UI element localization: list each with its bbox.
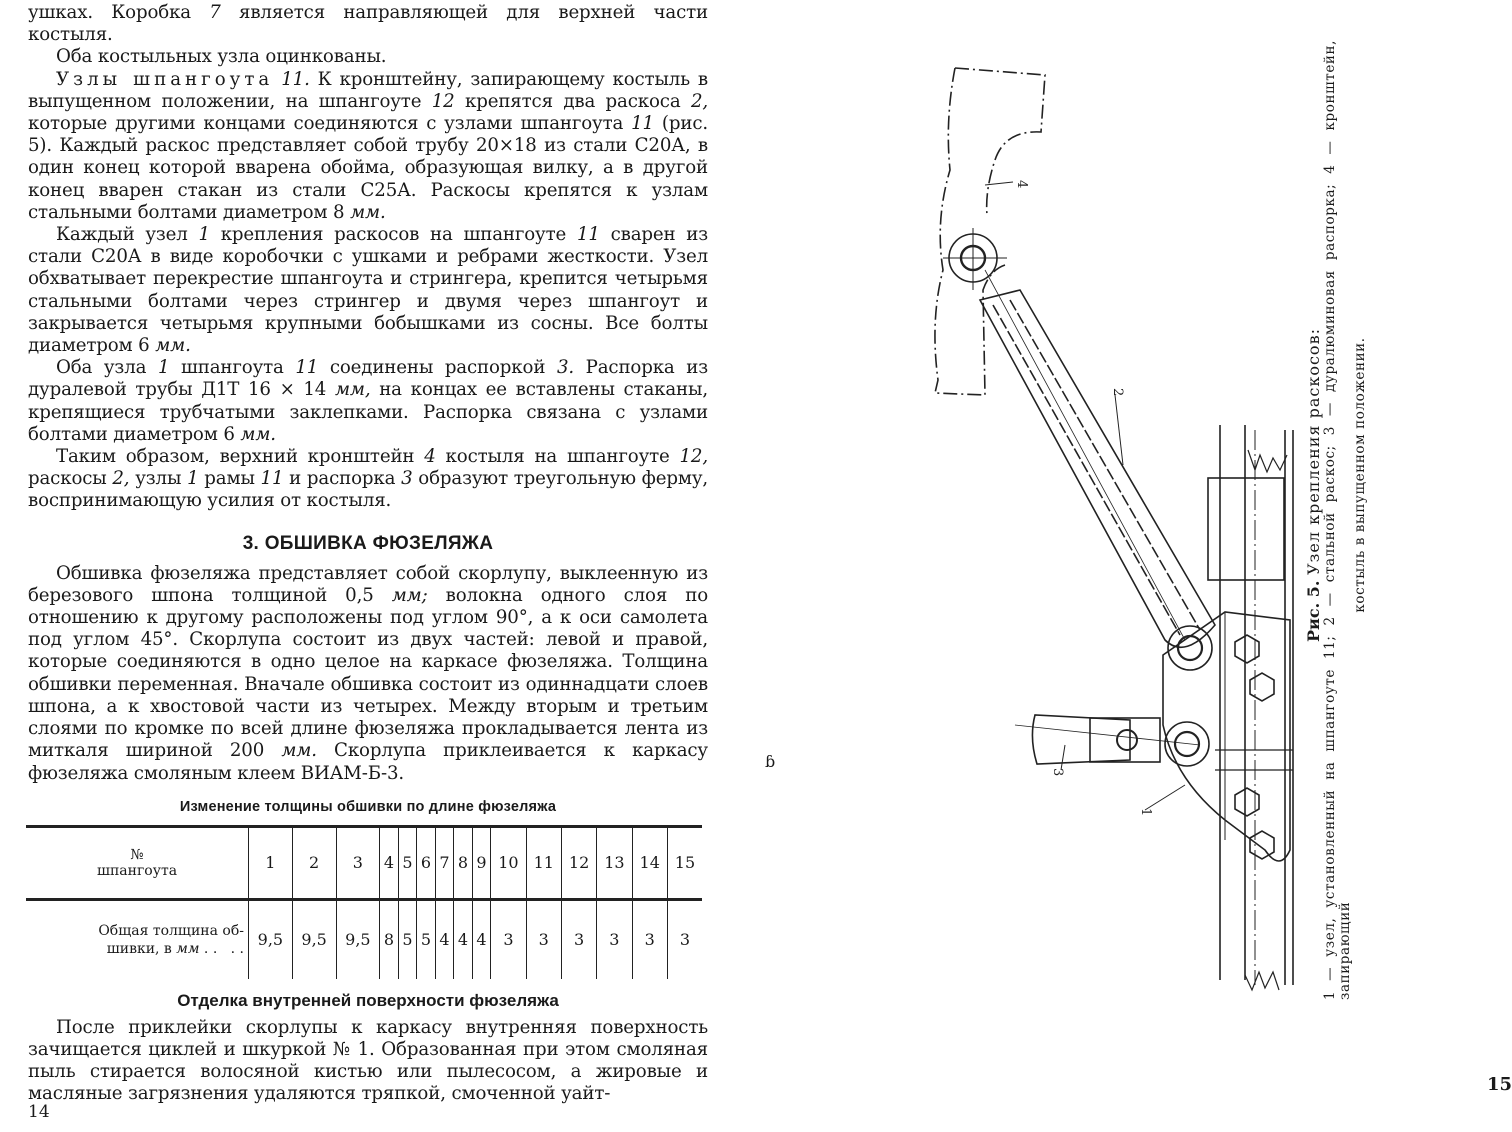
thickness-cell: 9,5 — [292, 899, 336, 979]
thickness-cell: 4 — [472, 899, 491, 979]
text-run: и распорка — [283, 468, 402, 490]
body-text-finish — [28, 1017, 708, 1106]
node-1-plate — [1163, 612, 1290, 861]
frame-number-cell: 14 — [632, 826, 667, 899]
leader-1 — [1145, 785, 1185, 810]
frame-number-cell: 15 — [667, 826, 702, 899]
thickness-cell: 4 — [435, 899, 454, 979]
row-label-prefix: шивки, в — [106, 940, 177, 957]
frame-number-cell: 2 — [292, 826, 336, 899]
bolt-4 — [1250, 831, 1274, 859]
paragraph — [28, 46, 708, 68]
italic-ref: 7 — [209, 2, 221, 23]
text-run: раскосы — [28, 468, 113, 490]
italic-ref: 1 — [187, 468, 199, 490]
text-run: крепления раскосов на шпангоуте — [209, 224, 577, 246]
frame-number-cell: 9 — [472, 826, 491, 899]
text-run: рамы — [198, 468, 261, 490]
frame-number-cell: 3 — [336, 826, 380, 899]
break-mark-top — [1248, 450, 1287, 472]
text-run: Каждый узел — [56, 224, 199, 246]
frame-number-cell: 10 — [491, 826, 526, 899]
italic-ref: 3 — [401, 468, 413, 490]
italic-ref: мм; — [391, 584, 428, 606]
text-run: ушках. Коробка — [28, 2, 210, 23]
text-run: волокна одного слоя по отношению к другому расположены под углом 90°, а к оси самолета под углом 45°. Скорлупа состоит из двух частей: левой и правой, которые соединяются в одно целое на каркасе фюзеляжа. Толщина обшивки переменная. Вначале обшивка состоит из одиннадцати слоев шпона, а к хвостовой части из четырех. Между вторым и третьим слоями по кромке по всей длине фюзеляжа прокладывается лента из миткаля шириной 200 — [28, 584, 708, 762]
label-1: 1 — [1138, 808, 1153, 817]
italic-ref: мм. — [350, 201, 386, 223]
frame-number-cell: 8 — [454, 826, 473, 899]
table-title: Изменение толщины обшивки по длине фюзеляжа — [179, 798, 557, 815]
table-data-row — [26, 899, 702, 979]
caption-title-text: Узел крепления раскосов: — [1304, 328, 1323, 575]
figure-caption — [1306, 40, 1366, 1000]
text-run: После приклейки скорлупы к каркасу внутренняя поверхность зачищается циклей и шкуркой № 1. Образованная при этом смоляная пыль стирается волосяной кистью или пылесосом, а жировые и масляные загрязнения удаляются тряпкой, смоченной уайт- — [28, 1016, 708, 1105]
frame-wavy-edge — [935, 68, 1005, 395]
text-run: костыля на шпангоуте — [435, 446, 680, 468]
thickness-cell: 9,5 — [336, 899, 380, 979]
italic-ref: 11. — [281, 68, 310, 90]
body-text-skin — [28, 563, 708, 785]
italic-ref: мм. — [155, 335, 191, 357]
thickness-cell: 3 — [597, 899, 632, 979]
text-run: Таким образом, верхний кронштейн — [56, 446, 425, 468]
paragraph — [28, 357, 708, 446]
row-label-unit: мм — [176, 940, 200, 957]
page-number-right: 15 — [1487, 1074, 1512, 1095]
italic-ref: мм. — [281, 740, 317, 762]
frame-number-cell: 1 — [249, 826, 293, 899]
frame-number-cell: 13 — [597, 826, 632, 899]
paragraph — [28, 563, 708, 785]
thickness-cell: 5 — [417, 899, 436, 979]
text-run: Обшивка фюзеляжа представляет собой скорлупу, выклеенную из березового шпона толщиной 0,5 — [28, 562, 708, 606]
thickness-cell: 8 — [380, 899, 399, 979]
text-run: Оба костыльных узла оцинкованы. — [56, 46, 387, 68]
frame-number-cell: 6 — [417, 826, 436, 899]
row-label-dots: . . . . — [199, 940, 244, 957]
thickness-cell: 3 — [632, 899, 667, 979]
row-label-line2 — [26, 940, 244, 958]
italic-ref: 11 — [260, 468, 284, 490]
frame-number-cell: 7 — [435, 826, 454, 899]
paragraph — [28, 446, 708, 513]
text-run: Распорка из дуралевой трубы Д1Т 16 × 14 — [28, 357, 708, 401]
section-heading: 3. ОБШИВКА ФЮЗЕЛЯЖА — [242, 532, 494, 554]
skin-thickness-table — [26, 825, 702, 979]
italic-ref: 1 — [157, 357, 170, 379]
italic-ref: 11 — [295, 357, 319, 379]
text-run: сварен из стали С20А в виде коробочки с ушками и ребрами жесткости. Узел обхватывает перекрестие шпангоута и стрингера, крепится четырьмя стальными болтами через стрингер и двумя через шпангоут и закрывается четырьмя крупными бобышками из сосны. Все болты диаметром 6 — [28, 224, 709, 357]
figure-5-drawing — [745, 0, 1500, 1132]
paragraph — [28, 224, 708, 357]
paragraph — [28, 1017, 708, 1106]
paragraph — [28, 69, 708, 224]
thickness-cell: 9,5 — [249, 899, 293, 979]
thickness-cell: 4 — [454, 899, 473, 979]
caption-title — [1306, 40, 1321, 1000]
thickness-cell: 3 — [526, 899, 561, 979]
text-run: является направляющей для верхней части костыля. — [28, 2, 708, 46]
frame-number-cell: 5 — [398, 826, 417, 899]
text-run: на концах ее вставлены стаканы, крепящиеся трубчатыми заклепками. Распорка связана с узлами болтами диаметром 6 — [28, 379, 708, 445]
italic-ref: 12 — [431, 90, 455, 112]
label-3: 3 — [1050, 768, 1065, 777]
body-text-top — [28, 0, 708, 513]
italic-ref: мм. — [240, 423, 276, 445]
label-4: 4 — [1014, 180, 1029, 189]
paragraph — [28, 2, 708, 46]
italic-ref: 4 — [424, 446, 436, 468]
duralumin-brace — [1032, 715, 1130, 764]
text-run: которые другими концами соединяются с узлами шпангоута — [28, 113, 632, 135]
caption-figure-number: Рис. 5. — [1304, 580, 1323, 642]
header-no: № — [130, 846, 144, 863]
table-header-row — [26, 826, 702, 899]
margin-mark: ɓ — [765, 752, 776, 771]
left-page — [28, 0, 708, 1132]
italic-ref: 2, — [112, 468, 130, 490]
text-run: узлы — [129, 468, 188, 490]
frame-number-header — [26, 826, 249, 899]
text-run: Оба узла — [56, 357, 158, 379]
bracket-outline — [955, 68, 1045, 215]
text-run: К кронштейну, запирающему костыль в выпущенном положении, на шпангоуте — [28, 68, 708, 112]
brace-bolt — [1175, 732, 1199, 756]
caption-legend-cont: костыль в выпущенном положении. — [1352, 337, 1368, 613]
frame-number-cell: 12 — [561, 826, 596, 899]
leader-3 — [1061, 745, 1065, 770]
text-run: шпангоута — [169, 357, 296, 379]
bolt-2 — [1250, 673, 1274, 701]
page-number-left: 14 — [28, 1102, 50, 1122]
text-run: (рис. 5). Каждый раскос представляет собой трубу 20×18 из стали С20А, в один конец которой вварена обойма, образующая вилку, а в другой конец вварен стакан из стали С25А. Раскосы крепятся к узлам стальными болтами диаметром 8 — [28, 113, 708, 223]
label-2: 2 — [1110, 388, 1125, 397]
italic-ref: 11 — [576, 224, 600, 246]
thickness-row-label — [26, 899, 249, 979]
header-frame: шпангоута — [96, 862, 178, 879]
thickness-cell: 3 — [667, 899, 702, 979]
subsection-heading: Отделка внутренней поверхности фюзеляжа — [177, 990, 559, 1010]
frame-number-cell: 11 — [526, 826, 561, 899]
italic-ref: 11 — [631, 113, 654, 135]
italic-ref: 2, — [690, 90, 709, 112]
break-mark-bottom — [1245, 972, 1279, 990]
thickness-cell: 5 — [398, 899, 417, 979]
row-label-line1: Общая толщина об- — [98, 922, 244, 939]
italic-ref: 3. — [556, 357, 574, 379]
text-run: образуют треугольную ферму, воспринимающую усилия от костыля. — [28, 468, 709, 512]
frame-number-cell: 4 — [380, 826, 399, 899]
thickness-cell: 3 — [561, 899, 596, 979]
text-run: Узлы шпангоута — [56, 68, 274, 90]
text-run: крепятся два раскоса — [454, 90, 691, 112]
italic-ref: 12, — [679, 446, 708, 468]
right-page — [745, 0, 1512, 1132]
text-run: Скорлупа приклеивается к каркасу фюзеляжа смоляным клеем ВИАМ-Б-3. — [28, 740, 708, 784]
italic-ref: 1 — [198, 224, 210, 246]
text-run: соединены распоркой — [318, 357, 557, 379]
thickness-cell: 3 — [491, 899, 526, 979]
italic-ref: мм, — [334, 379, 371, 401]
caption-legend: 1 — узел, установленный на шпангоуте 11; 2 — стальной раскос; 3 — дуралюминовая распорка; 4 — кронштейн, запирающий — [1322, 40, 1353, 1000]
